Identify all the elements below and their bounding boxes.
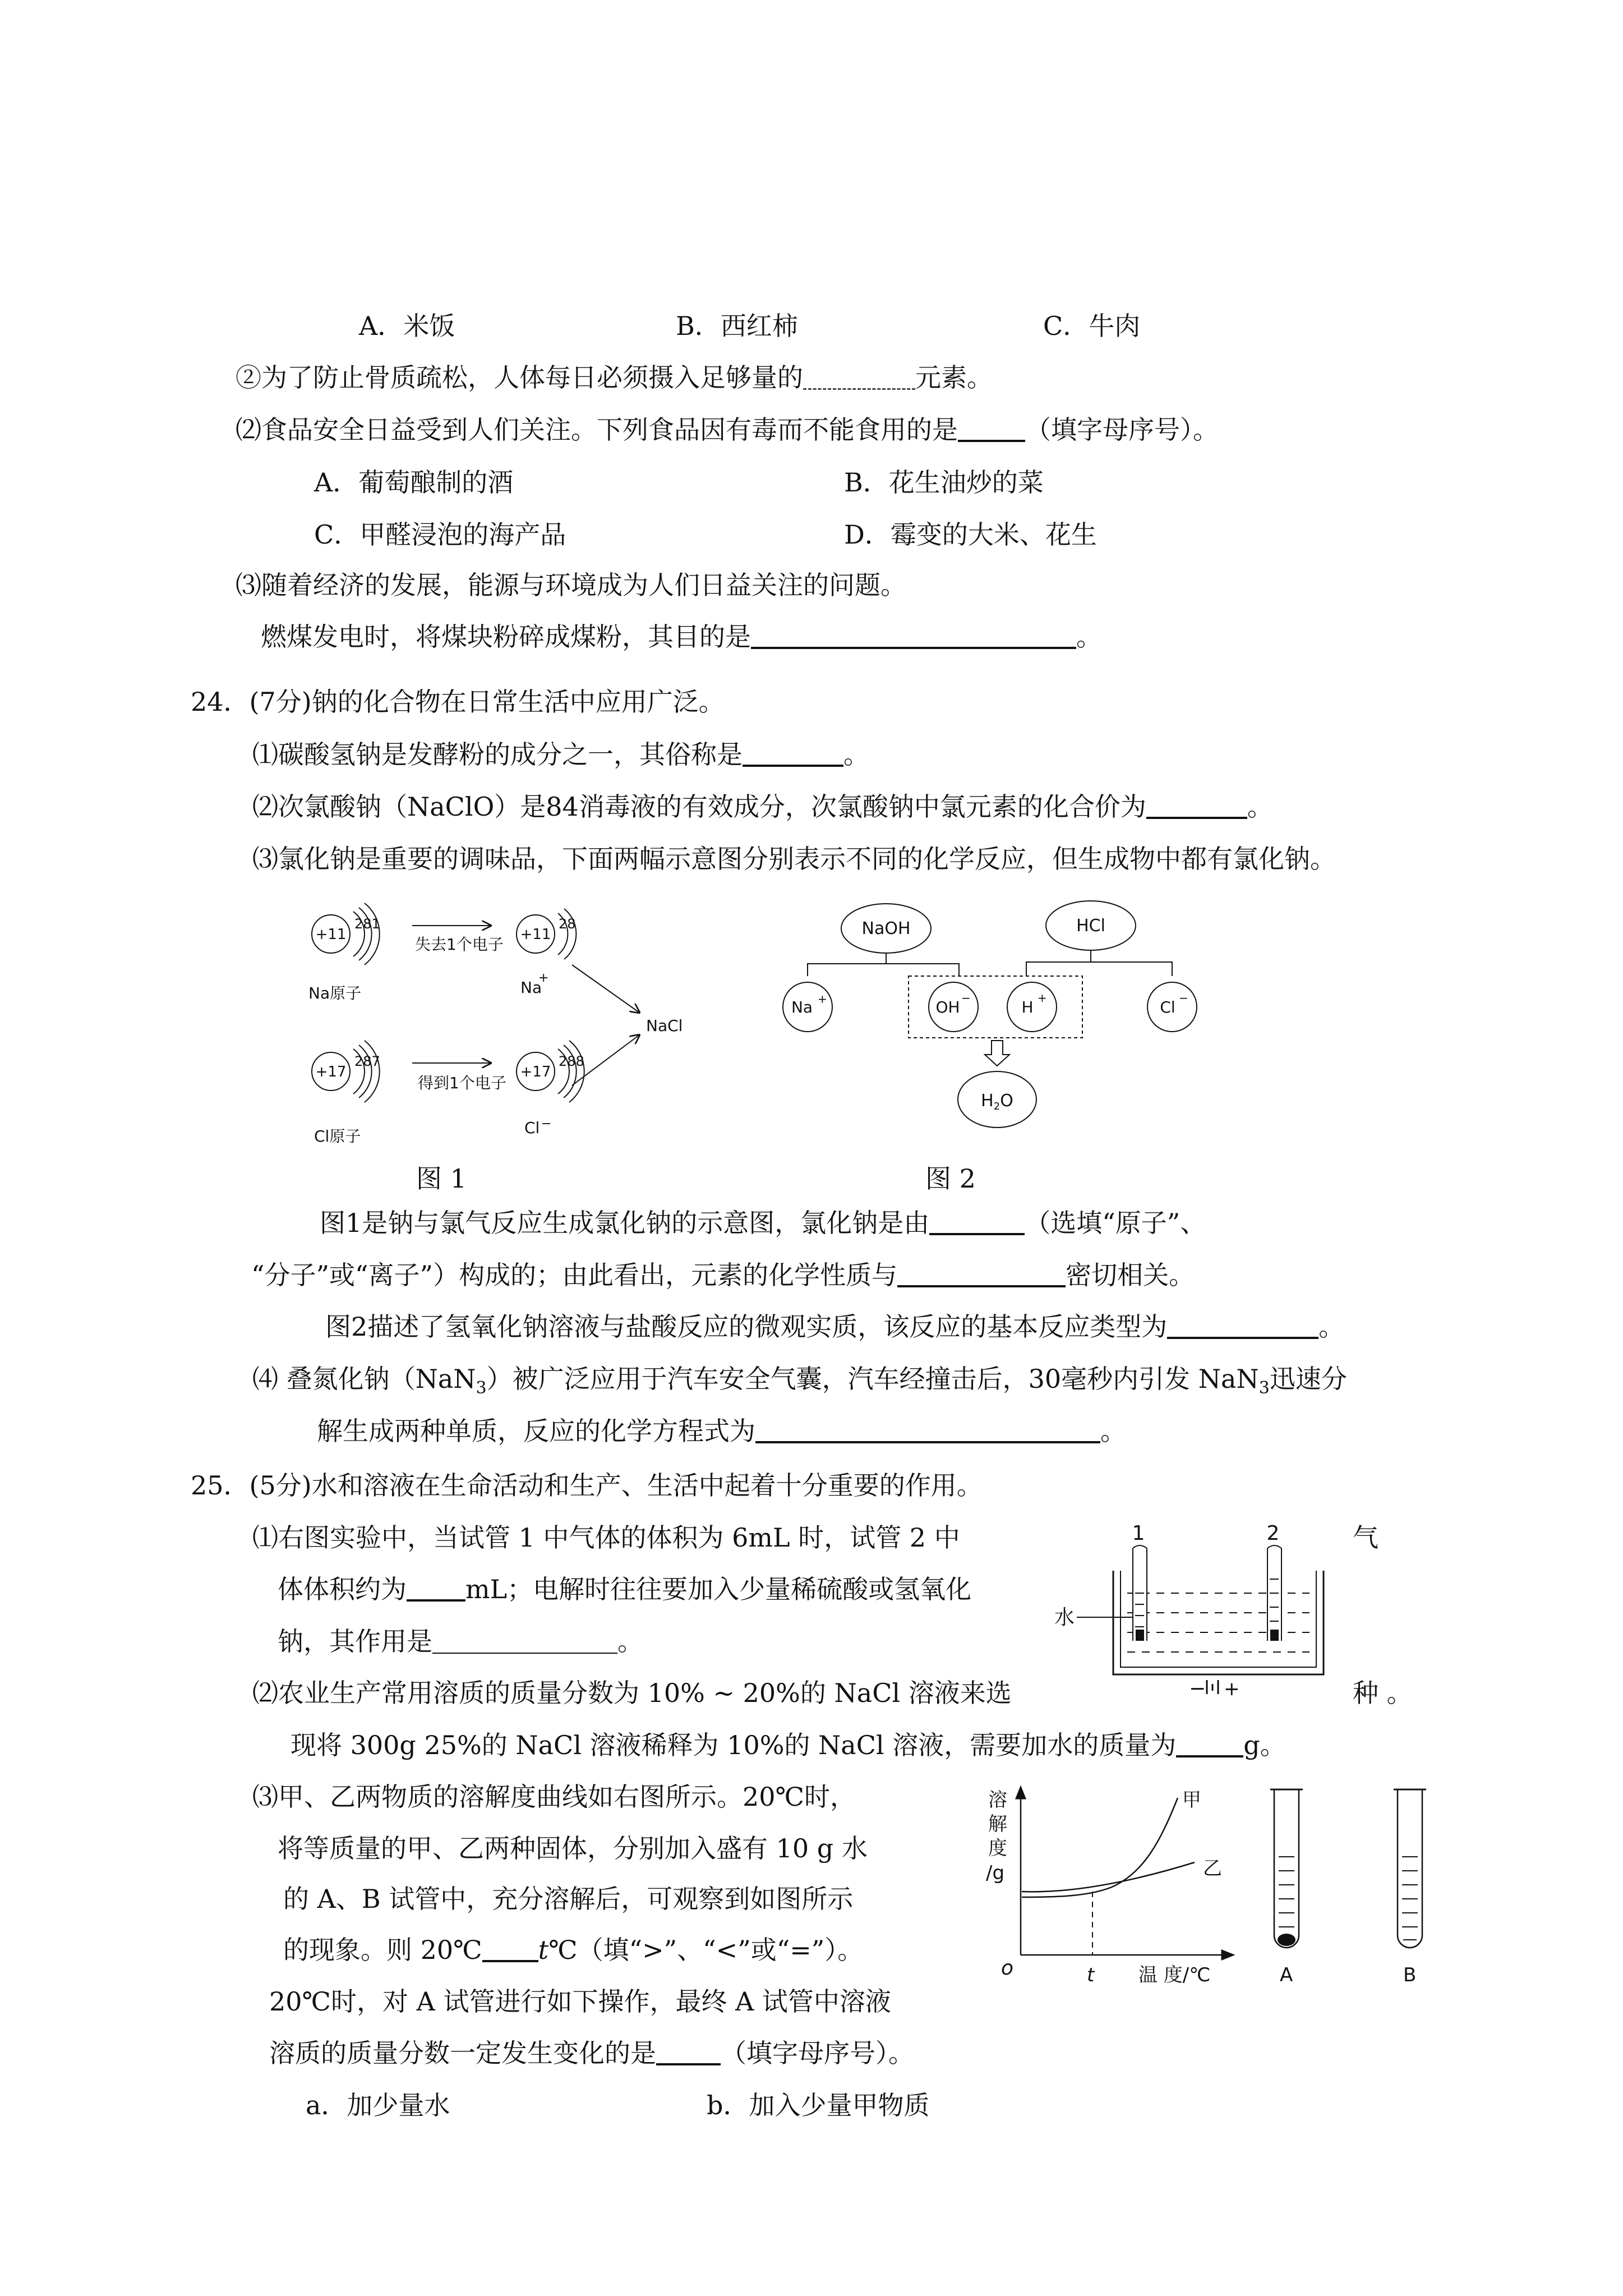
svg-text:NaOH: NaOH <box>861 919 911 938</box>
svg-text:−: − <box>541 1117 552 1131</box>
svg-text:+17: +17 <box>520 1064 551 1080</box>
q24-title: 24．(7分)钠的化合物在日常生活中应用广泛。 <box>191 687 725 717</box>
q23-coal-line: 燃煤发电时，将煤块粉碎成煤粉，其目的是 。 <box>261 622 1102 652</box>
answer-blank[interactable] <box>929 1211 1025 1235</box>
svg-text:Cl: Cl <box>524 1119 540 1137</box>
q24-p1: ⑴碳酸氢钠是发酵粉的成分之一，其俗称是 。 <box>252 739 869 770</box>
answer-blank[interactable] <box>1176 1733 1243 1757</box>
svg-text:温 度/℃: 温 度/℃ <box>1138 1964 1211 1986</box>
answer-blank[interactable] <box>656 2041 721 2065</box>
svg-text:/g: /g <box>986 1862 1005 1884</box>
svg-text:度: 度 <box>988 1837 1007 1860</box>
svg-text:+: + <box>538 971 549 985</box>
svg-text:水: 水 <box>1054 1606 1075 1629</box>
answer-blank[interactable] <box>482 1938 538 1962</box>
q25-p1-line1: ⑴右图实验中，当试管 1 中气体的体积为 6mL 时，试管 2 中 <box>252 1522 960 1553</box>
svg-text:−: − <box>1189 1677 1206 1700</box>
figure-2-caption: 图 2 <box>925 1163 976 1194</box>
q25-p3-line4: 的现象。则 20℃ t℃（填“>”、“<”或“=”）。 <box>283 1935 864 1965</box>
svg-text:得到1个电子: 得到1个电子 <box>418 1074 506 1092</box>
svg-text:乙: 乙 <box>1203 1857 1222 1880</box>
svg-text:Cl原子: Cl原子 <box>314 1127 361 1145</box>
q23-energy-line: ⑶随着经济的发展，能源与环境成为人们日益关注的问题。 <box>236 570 906 600</box>
na-ion <box>517 909 576 997</box>
svg-text:288: 288 <box>559 1053 584 1069</box>
svg-text:Na: Na <box>791 998 813 1016</box>
svg-text:+17: +17 <box>315 1064 347 1080</box>
svg-text:OH: OH <box>935 998 960 1016</box>
option-d-mold: D．霉变的大米、花生 <box>844 519 1097 550</box>
q23-food-safety-line: ⑵食品安全日益受到人们关注。下列食品因有毒而不能食用的是 （填字母序号）。 <box>236 415 1219 445</box>
answer-blank[interactable] <box>958 417 1025 442</box>
na-atom <box>308 903 380 1002</box>
electrolysis-apparatus <box>1054 1515 1335 1700</box>
q25-p3-line1: ⑶甲、乙两物质的溶解度曲线如右图所示。20℃时， <box>252 1782 856 1812</box>
q25-title: 25．(5分)水和溶液在生命活动和生产、生活中起着十分重要的作用。 <box>191 1470 983 1501</box>
svg-text:+: + <box>1224 1678 1240 1700</box>
svg-text:解: 解 <box>988 1813 1007 1835</box>
q24-p3: ⑶氯化钠是重要的调味品，下面两幅示意图分别表示不同的化学反应，但生成物中都有氯化钠。 <box>252 844 1336 874</box>
answer-blank[interactable] <box>897 1263 1066 1287</box>
svg-text:溶: 溶 <box>988 1789 1007 1811</box>
svg-text:+11: +11 <box>315 926 347 943</box>
q25-p3-line3: 的 A、B 试管中，充分溶解后，可观察到如图所示 <box>283 1884 854 1914</box>
svg-text:287: 287 <box>354 1053 380 1069</box>
solubility-curve-figure <box>976 1773 1469 2008</box>
svg-text:t: t <box>1087 1964 1095 1986</box>
answer-blank[interactable] <box>743 742 843 767</box>
svg-text:HCl: HCl <box>1076 916 1105 936</box>
svg-text:Na: Na <box>520 978 542 997</box>
curve-yi <box>1022 1862 1195 1892</box>
cl-ion <box>517 1041 584 1137</box>
svg-text:B: B <box>1403 1964 1417 1986</box>
svg-text:Na原子: Na原子 <box>308 984 362 1002</box>
q24-p4: ⑷ 叠氮化钠（NaN$_3$）被广泛应用于汽车安全气囊，汽车经撞击后，30毫秒内引发 NaN$_3$迅速分 <box>252 1364 1347 1398</box>
answer-blank[interactable] <box>407 1577 465 1602</box>
q25-p2-line1: ⑵农业生产常用溶质的质量分数为 10% ~ 20%的 NaCl 溶液来选 <box>252 1678 1012 1708</box>
svg-text:28: 28 <box>559 916 576 932</box>
option-a-add-water: a．加少量水 <box>306 2090 450 2120</box>
option-a-rice: A．米饭 <box>359 311 455 341</box>
svg-text:o: o <box>1001 1957 1014 1980</box>
figure-1-caption: 图 1 <box>416 1163 467 1194</box>
svg-text:2: 2 <box>1266 1522 1280 1545</box>
option-c-beef: C．牛肉 <box>1043 311 1141 341</box>
q25-p2-line1-end: 种 。 <box>1353 1678 1413 1708</box>
q25-p1-line1-end: 气 <box>1353 1522 1378 1553</box>
option-b-peanut-oil: B．花生油炒的菜 <box>844 467 1044 498</box>
svg-text:NaCl: NaCl <box>646 1016 683 1035</box>
option-a-wine: A．葡萄酿制的酒 <box>314 467 514 498</box>
svg-text:H: H <box>1021 998 1034 1016</box>
q25-p1-line3: 钠，其作用是 。 <box>278 1626 643 1657</box>
svg-text:−: − <box>961 991 971 1005</box>
q24-fig1-text-2: “分子”或“离子”）构成的；由此看出，元素的化学性质与 密切相关。 <box>251 1260 1195 1290</box>
answer-blank[interactable] <box>432 1630 617 1654</box>
figure-1-ion-formation <box>292 886 718 1189</box>
svg-text:−: − <box>1179 991 1188 1005</box>
svg-text:1: 1 <box>1132 1522 1145 1545</box>
svg-text:Cl: Cl <box>1160 998 1175 1016</box>
answer-blank[interactable] <box>803 366 915 390</box>
option-b-add-solute: b．加入少量甲物质 <box>707 2090 930 2120</box>
q23-bone-line: ②为了防止骨质疏松，人体每日必须摄入足够量的 元素。 <box>236 362 993 393</box>
q25-p2-line2: 现将 300g 25%的 NaCl 溶液稀释为 10%的 NaCl 溶液，需要加水的质量为 g。 <box>291 1730 1286 1760</box>
svg-text:H2O: $H_2O$ <box>981 1091 1013 1112</box>
test-tube-b <box>1394 1789 1426 1986</box>
q24-fig1-text: 图1是钠与氯气反应生成氯化钠的示意图，氯化钠是由 （选填“原子”、 <box>320 1208 1206 1238</box>
svg-text:失去1个电子: 失去1个电子 <box>415 935 504 954</box>
curve-jia <box>1022 1798 1178 1897</box>
option-b-tomato: B．西红柿 <box>676 311 798 341</box>
q25-p3-line6: 溶质的质量分数一定发生变化的是 （填字母序号）。 <box>269 2038 914 2068</box>
svg-text:+11: +11 <box>520 926 551 943</box>
q24-p4-equation: 解生成两种单质，反应的化学方程式为 。 <box>317 1416 1126 1446</box>
test-tube-a <box>1270 1789 1303 1986</box>
q25-p3-line5: 20℃时，对 A 试管进行如下操作，最终 A 试管中溶液 <box>269 1986 891 2017</box>
cl-atom <box>312 1041 380 1145</box>
svg-text:281: 281 <box>354 916 380 932</box>
answer-blank[interactable] <box>755 1419 1100 1443</box>
q25-p3-line2: 将等质量的甲、乙两种固体，分别加入盛有 10 g 水 <box>278 1833 868 1864</box>
q25-p1-line2: 体体积约为 mL；电解时往往要加入少量稀硫酸或氢氧化 <box>278 1574 972 1604</box>
q24-p2: ⑵次氯酸钠（NaClO）是84消毒液的有效成分，次氯酸钠中氯元素的化合价为 。 <box>252 792 1273 822</box>
svg-text:+: + <box>818 992 827 1006</box>
figure-2-neutralization <box>774 892 1234 1139</box>
option-c-formaldehyde: C．甲醛浸泡的海产品 <box>314 519 566 550</box>
svg-text:甲: 甲 <box>1182 1789 1201 1811</box>
answer-blank[interactable] <box>1167 1314 1318 1339</box>
answer-blank[interactable] <box>751 624 1076 649</box>
svg-text:+: + <box>1038 991 1047 1005</box>
q24-fig2-text: 图2描述了氢氧化钠溶液与盐酸反应的微观实质，该反应的基本反应类型为 。 <box>325 1312 1345 1342</box>
answer-blank[interactable] <box>1146 794 1247 819</box>
svg-text:A: A <box>1280 1964 1293 1986</box>
